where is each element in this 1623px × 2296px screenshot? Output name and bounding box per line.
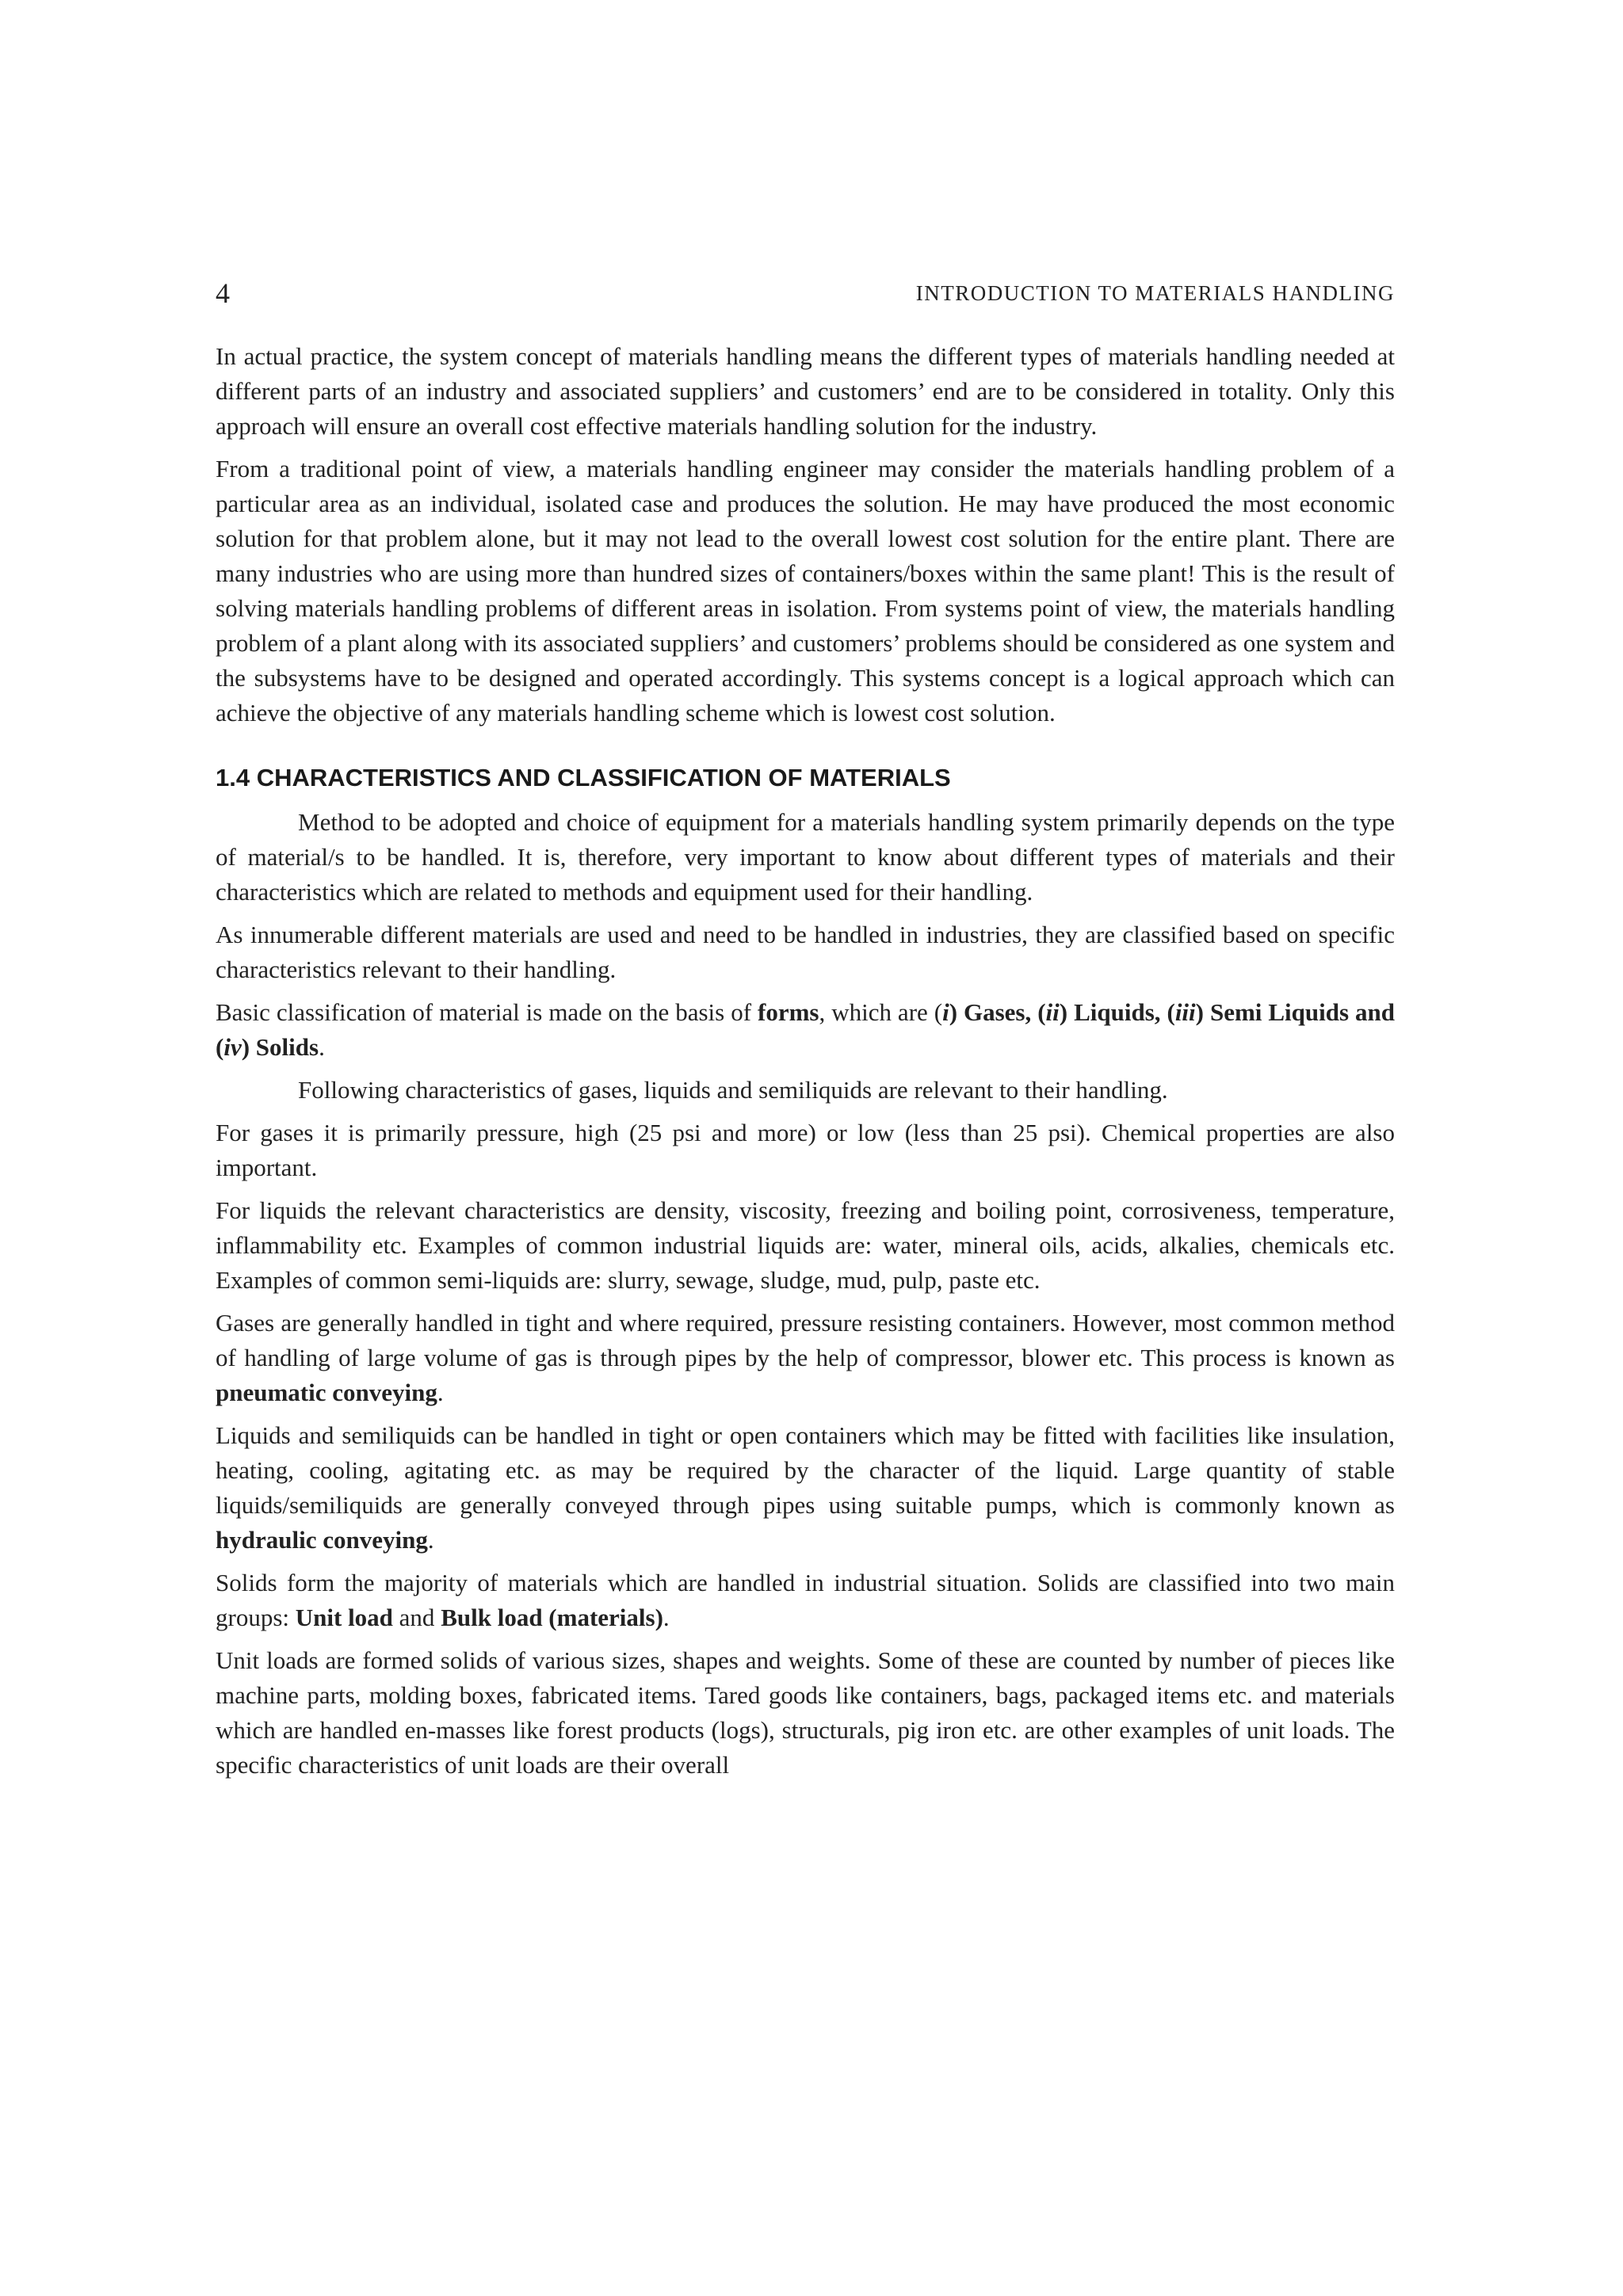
bold-term-unit-load: Unit load — [295, 1604, 393, 1631]
paragraph-liquids-handling — [216, 1418, 1395, 1558]
bold-term-hydraulic: hydraulic conveying — [216, 1526, 428, 1554]
italic-numeral: i — [942, 998, 949, 1026]
text-run: Solids form the majority of materials which are handled in industrial situation. Solids are classified into two main groups: — [216, 1569, 1395, 1631]
bold-term: ) Semi Liquids and ( — [216, 998, 1395, 1061]
text-run: Basic classification of material is made on the basis of — [216, 998, 758, 1026]
running-head: INTRODUCTION TO MATERIALS HANDLING — [915, 281, 1395, 305]
page-body — [216, 339, 1395, 1791]
bold-term-bulk-load: Bulk load (materials) — [441, 1604, 663, 1631]
text-run: . — [427, 1526, 434, 1554]
paragraph-gases-pressure: For gases it is primarily pressure, high (25 psi and more) or low (less than 25 psi). Chemical properties are also important. — [216, 1119, 1395, 1181]
text-run: Gases are generally handled in tight and where required, pressure resisting containers. However, most common method of handling of large volume of gas is through pipes by the help of compressor, blower etc. This process is known as — [216, 1309, 1395, 1371]
bold-term-forms: forms — [758, 998, 819, 1026]
text-run: . — [319, 1033, 325, 1061]
paragraph-method: Method to be adopted and choice of equipment for a materials handling system primarily depends on the type of material/s to be handled. It is, therefore, very important to know about different types of materials and their characteristics which are related to methods and equipment used for their handling. — [216, 808, 1395, 906]
page-header — [216, 276, 1395, 311]
section-heading: 1.4 CHARACTERISTICS AND CLASSIFICATION OF MATERIALS — [216, 764, 951, 791]
bold-term: ) Liquids, ( — [1059, 998, 1175, 1026]
paragraph-unit-loads: Unit loads are formed solids of various sizes, shapes and weights. Some of these are counted by number of pieces like machine parts, molding boxes, fabricated items. Tared goods like containers, bags, packaged items etc. and materials which are handled en-masses like forest products (logs), structurals, pig iron etc. are other examples of unit loads. The specific characteristics of unit loads are their overall — [216, 1646, 1395, 1779]
italic-numeral: ii — [1045, 998, 1060, 1026]
bold-term: ) Solids — [241, 1033, 319, 1061]
paragraph-solids — [216, 1566, 1395, 1635]
bold-term-pneumatic: pneumatic conveying — [216, 1379, 437, 1406]
paragraph-gases-handling — [216, 1306, 1395, 1410]
italic-numeral: iv — [223, 1033, 242, 1061]
paragraph-innumerable: As innumerable different materials are used and need to be handled in industries, they are classified based on specific characteristics relevant to their handling. — [216, 921, 1395, 983]
paragraph-following-characteristics: Following characteristics of gases, liquids and semiliquids are relevant to their handling. — [298, 1076, 1168, 1104]
page-number: 4 — [216, 277, 230, 309]
text-run: . — [437, 1379, 444, 1406]
paragraph-liquids-characteristics: For liquids the relevant characteristics are density, viscosity, freezing and boiling point, corrosiveness, temperature, inflammability etc. Examples of common industrial liquids are: water, mineral oils, acids, alkalies, chemicals etc. Examples of common semi-liquids are: slurry, sewage, sludge, mud, pulp, paste etc. — [216, 1196, 1395, 1294]
paragraph-traditional-view: From a traditional point of view, a materials handling engineer may consider the materials handling problem of a particular area as an individual, isolated case and produces the solution. He may have produced the most economic solution for that problem alone, but it may not lead to the overall lowest cost solution for the entire plant. There are many industries who are using more than hundred sizes of containers/boxes within the same plant! This is the result of solving materials handling problems of different areas in isolation. From systems point of view, the materials handling problem of a plant along with its associated suppliers’ and customers’ problems should be considered as one system and the subsystems have to be designed and operated accordingly. This systems concept is a logical approach which can achieve the objective of any materials handling scheme which is lowest cost solution. — [216, 455, 1395, 727]
paragraph-basic-classification — [216, 995, 1395, 1065]
text-run: Liquids and semiliquids can be handled in tight or open containers which may be fitted with facilities like insulation, heating, cooling, agitating etc. as may be required by the character of the liquid. Large quantity of stable liquids/semiliquids are generally conveyed through pipes using suitable pumps, which is commonly known as — [216, 1421, 1395, 1519]
paragraph-system-concept: In actual practice, the system concept of materials handling means the different types of materials handling needed at different parts of an industry and associated suppliers’ and customers’ end are to be considered in totality. Only this approach will ensure an overall cost effective materials handling solution for the industry. — [216, 342, 1395, 440]
bold-term: ) Gases, ( — [949, 998, 1046, 1026]
text-run: . — [663, 1604, 670, 1631]
text-run: , which are ( — [819, 998, 943, 1026]
italic-numeral: iii — [1174, 998, 1196, 1026]
text-run: and — [392, 1604, 441, 1631]
